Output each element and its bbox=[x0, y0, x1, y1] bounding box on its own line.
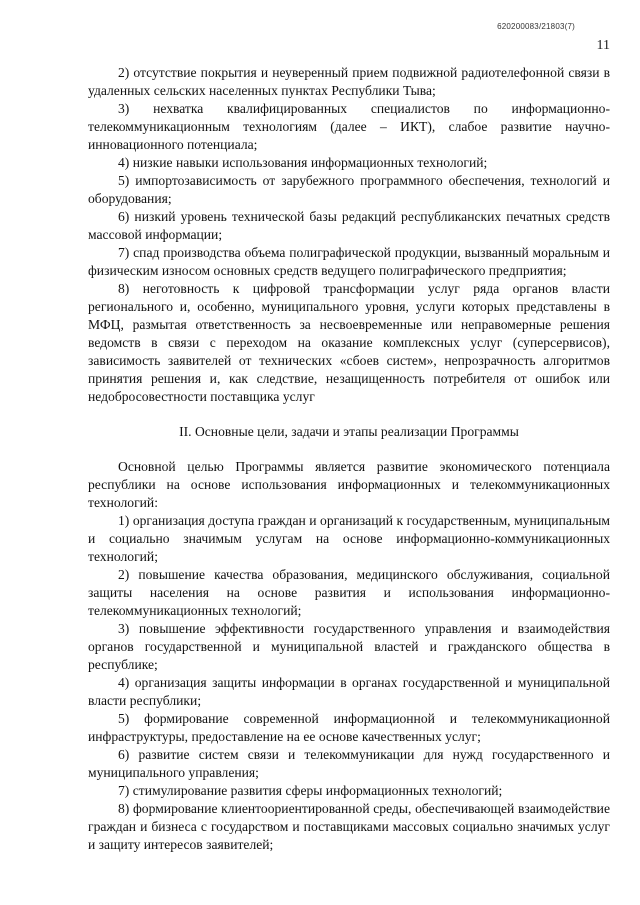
goal-item: 5) формирование современной информационной и телекоммуникационной инфраструктуры, предоставление на ее основе качественных услуг; bbox=[88, 711, 610, 744]
section-intro: Основной целью Программы является развитие экономического потенциала республики на основе использования информационных и телекоммуникационных технологий: bbox=[88, 459, 610, 510]
section-heading: II. Основные цели, задачи и этапы реализации Программы bbox=[179, 424, 519, 439]
page-content bbox=[88, 64, 610, 854]
goal-item: 7) стимулирование развития сферы информационных технологий; bbox=[118, 783, 503, 798]
problem-item: 7) спад производства объема полиграфической продукции, вызванный моральным и физическим износом основных средств ведущего полиграфического предприятия; bbox=[88, 245, 610, 278]
goal-item: 6) развитие систем связи и телекоммуникации для нужд государственного и муниципального управления; bbox=[88, 747, 610, 780]
goal-item: 3) повышение эффективности государственного управления и взаимодействия органов государственной и муниципальной властей и гражданского общества в республике; bbox=[88, 621, 610, 672]
page-number: 11 bbox=[596, 38, 610, 53]
problem-item: 4) низкие навыки использования информационных технологий; bbox=[118, 155, 488, 170]
goal-item: 8) формирование клиентоориентированной среды, обеспечивающей взаимодействие граждан и бизнеса с государством и поставщиками массовых социально значимых услуг и защиту интересов заявителей; bbox=[88, 801, 610, 852]
goal-item: 4) организация защиты информации в органах государственной и муниципальной власти республики; bbox=[88, 675, 610, 708]
problem-item: 8) неготовность к цифровой трансформации услуг ряда органов власти регионального и, особенно, муниципального уровня, услуги которых представлены в МФЦ, размытая ответственность за несвоевременные или неправомерные решения ведомств в связи с переходом на оказание комплексных услуг (суперсервисов), зависимость заявителей от технических «сбоев систем», непрозрачность алгоритмов принятия решения и, как следствие, незащищенность потребителя от ошибок или недобросовестности поставщика услуг bbox=[88, 281, 610, 404]
goal-item: 2) повышение качества образования, медицинского обслуживания, социальной защиты населения на основе развития и использования информационно-телекоммуникационных технологий; bbox=[88, 567, 610, 618]
problem-item: 2) отсутствие покрытия и неуверенный прием подвижной радиотелефонной связи в удаленных сельских населенных пунктах Республики Тыва; bbox=[88, 65, 610, 98]
problem-item: 5) импортозависимость от зарубежного программного обеспечения, технологий и оборудования; bbox=[88, 173, 610, 206]
document-id: 620200083/21803(7) bbox=[497, 22, 575, 31]
problem-item: 3) нехватка квалифицированных специалистов по информационно-телекоммуникационным технологиям (далее – ИКТ), слабое развитие научно-инновационного потенциала; bbox=[88, 101, 610, 152]
problem-item: 6) низкий уровень технической базы редакций республиканских печатных средств массовой информации; bbox=[88, 209, 610, 242]
goal-item: 1) организация доступа граждан и организаций к государственным, муниципальным и социально значимым услугам на основе информационно-коммуникационных технологий; bbox=[88, 513, 610, 564]
